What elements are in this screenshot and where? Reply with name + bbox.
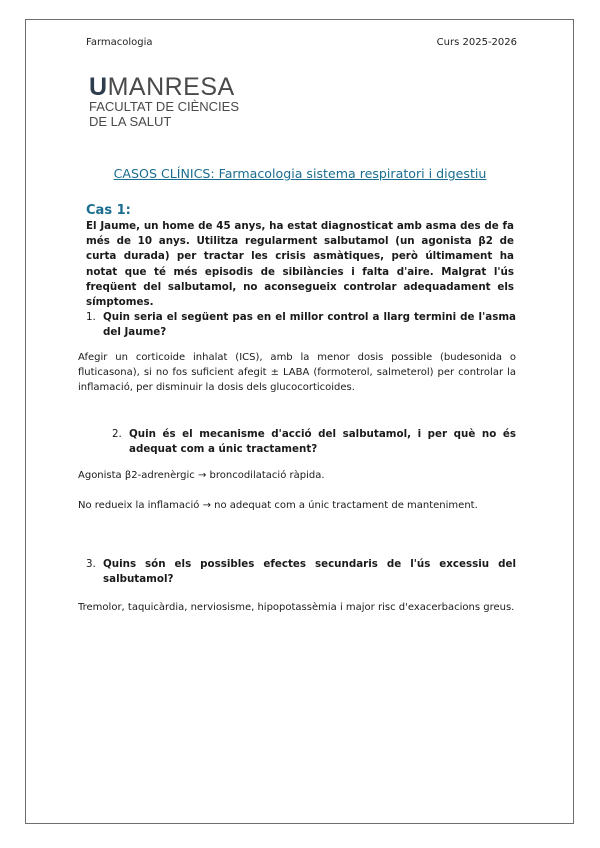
question-number: 2. <box>112 428 122 440</box>
answer-3: Tremolor, taquicàrdia, nerviosisme, hipopotassèmia i major risc d'exacerbacions greus. <box>78 602 515 613</box>
case-description: El Jaume, un home de 45 anys, ha estat diagnosticat amb asma des de fa més de 10 anys. Utilitza regularment salbutamol (un agonista β2 de curta durada) per tractar les crisis asmàtiques, però últimament ha notat que té més episodis de sibilàncies i falta d'aire. Malgrat l'ús freqüent del salbutamol, no aconsegueix controlar adequadament els símptomes. <box>86 220 514 309</box>
umanresa-logo <box>89 74 239 129</box>
question-text: Quins són els possibles efectes secundaris de l'ús excessiu del salbutamol? <box>103 558 516 585</box>
question-text: Quin és el mecanisme d'acció del salbutamol, i per què no és adequat com a únic tractament? <box>129 428 516 455</box>
document-title: CASOS CLÍNICS: Farmacologia sistema respiratori i digestiu <box>113 166 487 181</box>
logo-wordmark <box>89 74 239 100</box>
question-number: 1. <box>86 311 96 323</box>
case-label: Cas 1: <box>86 203 131 218</box>
answer-2-line1: Agonista β2-adrenèrgic → broncodilatació ràpida. <box>78 470 325 481</box>
page-frame <box>25 19 574 824</box>
logo-faculty-line2: DE LA SALUT <box>89 113 172 129</box>
question-text: Quin seria el següent pas en el millor control a llarg termini de l'asma del Jaume? <box>103 311 516 338</box>
question-number: 3. <box>86 558 96 570</box>
answer-1: Afegir un corticoide inhalat (ICS), amb la menor dosis possible (budesonida o fluticasona), si no fos suficient afegit ± LABA (formoterol, salmeterol) per controlar la inflamació, per disminuir la dosis dels glucocorticoides. <box>78 352 516 393</box>
header-subject: Farmacologia <box>86 37 153 48</box>
header-course: Curs 2025-2026 <box>436 37 517 48</box>
answer-2-line2: No redueix la inflamació → no adequat com a únic tractament de manteniment. <box>78 500 478 511</box>
logo-u: U <box>89 73 108 101</box>
logo-faculty-line1: FACULTAT DE CIÈNCIES <box>89 99 240 114</box>
logo-name: MANRESA <box>107 73 235 101</box>
